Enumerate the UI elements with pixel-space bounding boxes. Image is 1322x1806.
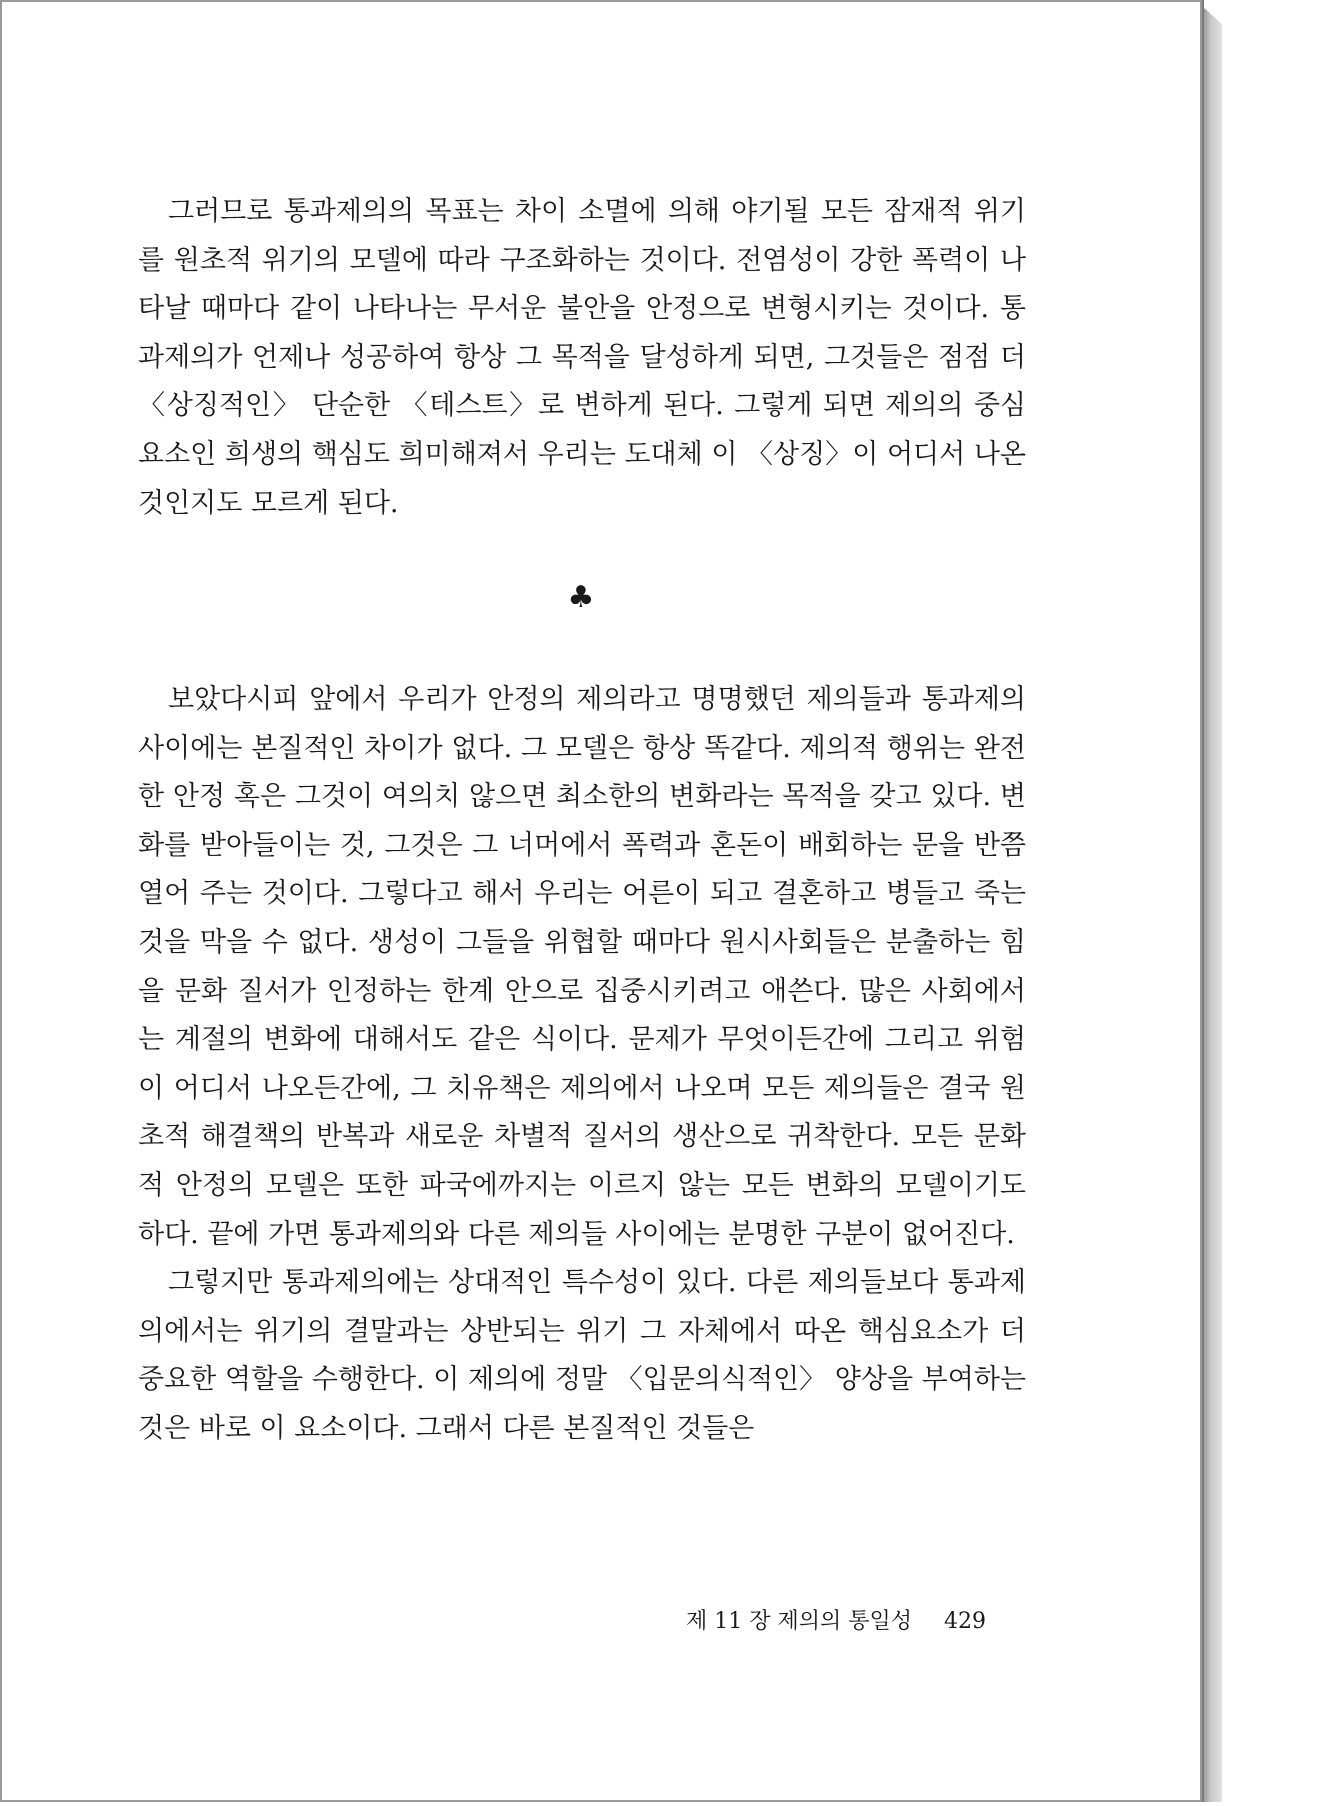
- page-edge-shadow: [1202, 6, 1222, 1802]
- page-number: 429: [944, 1609, 986, 1634]
- running-footer: [686, 1602, 1006, 1642]
- chapter-title: 제 11 장 제의의 통일성: [686, 1609, 912, 1634]
- page-edge-line: [1202, 0, 1204, 1802]
- text-section-after-divider: [138, 676, 1026, 1454]
- paragraph: 보았다시피 앞에서 우리가 안정의 제의라고 명명했던 제의들과 통과제의 사이에는 본질적인 차이가 없다. 그 모델은 항상 똑같다. 제의적 행위는 완전한 안정 혹은 그것이 여의치 않으면 최소한의 변화라는 목적을 갖고 있다. 변화를 받아들이는 것, 그것은 그 너머에서 폭력과 혼돈이 배회하는 문을 반쯤 열어 주는 것이다. 그렇다고 해서 우리는 어른이 되고 결혼하고 병들고 죽는 것을 막을 수 없다. 생성이 그들을 위협할 때마다 원시사회들은 분출하는 힘을 문화 질서가 인정하는 한계 안으로 집중시키려고 애쓴다. 많은 사회에서는 계절의 변화에 대해서도 같은 식이다. 문제가 무엇이든간에 그리고 위험이 어디서 나오든간에, 그 치유책은 제의에서 나오며 모든 제의들은 결국 원초적 해결책의 반복과 새로운 차별적 질서의 생산으로 귀착한다. 모든 문화적 안정의 모델은 또한 파국에까지는 이르지 않는 모든 변화의 모델이기도 하다. 끝에 가면 통과제의와 다른 제의들 사이에는 분명한 구분이 없어진다.: [138, 684, 1026, 1250]
- paragraph: 그렇지만 통과제의에는 상대적인 특수성이 있다. 다른 제의들보다 통과제의에서는 위기의 결말과는 상반되는 위기 그 자체에서 따온 핵심요소가 더 중요한 역할을 수행한다. 이 제의에 정말 〈입문의식적인〉 양상을 부여하는 것은 바로 이 요소이다. 그래서 다른 본질적인 것들은: [138, 1267, 1026, 1444]
- club-divider-icon: ♣: [567, 580, 595, 615]
- paragraph: 그러므로 통과제의의 목표는 차이 소멸에 의해 야기될 모든 잠재적 위기를 원초적 위기의 모델에 따라 구조화하는 것이다. 전염성이 강한 폭력이 나타날 때마다 같이 나타나는 무서운 불안을 안정으로 변형시키는 것이다. 통과제의가 언제나 성공하여 항상 그 목적을 달성하게 되면, 그것들은 점점 더 〈상징적인〉 단순한 〈테스트〉로 변하게 된다. 그렇게 되면 제의의 중심요소인 희생의 핵심도 희미해져서 우리는 도대체 이 〈상징〉이 어디서 나온것인지도 모르게 된다.: [138, 196, 1026, 519]
- text-section-before-divider: [138, 188, 1026, 528]
